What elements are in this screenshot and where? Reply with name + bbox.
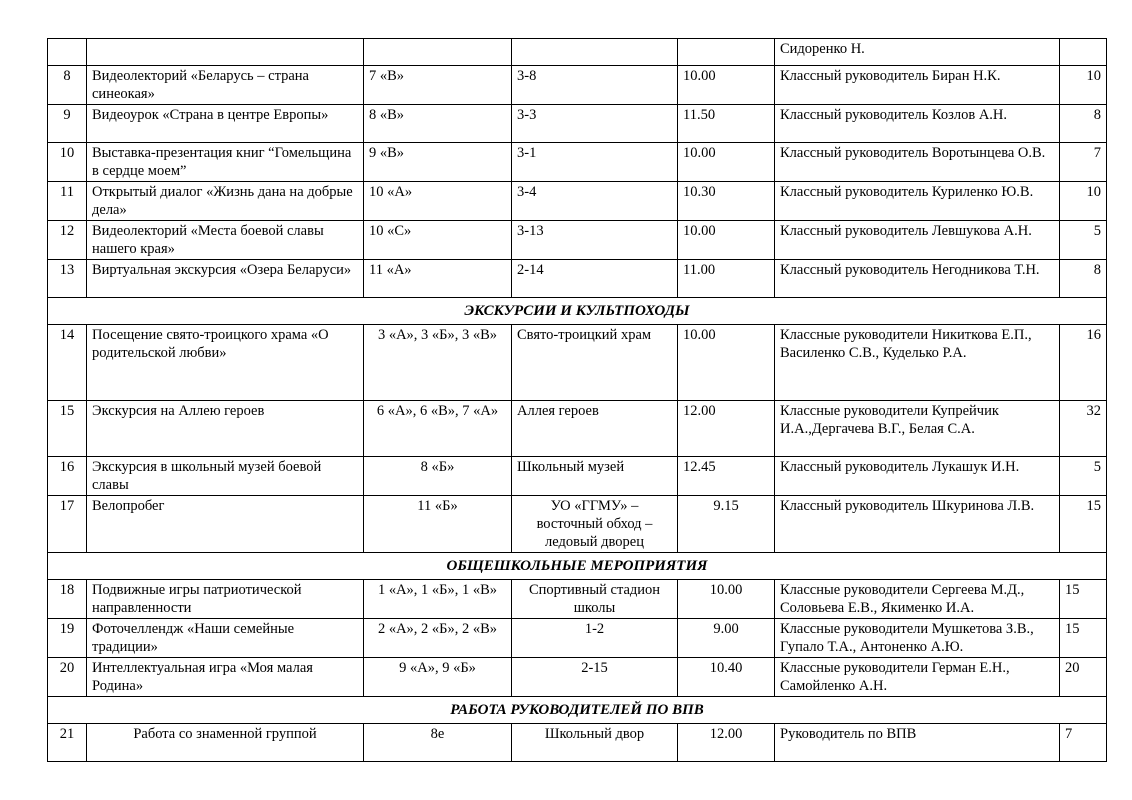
participant-count: 15 [1060, 496, 1107, 553]
table-row [48, 143, 1107, 182]
section-title: ЭКСКУРСИИ И КУЛЬТПОХОДЫ [48, 298, 1107, 325]
responsible: Классный руководитель Воротынцева О.В. [775, 143, 1060, 182]
table-row [48, 401, 1107, 457]
table-row [48, 221, 1107, 260]
time: 10.00 [678, 325, 775, 401]
time: 11.00 [678, 260, 775, 298]
section-title: ОБЩЕШКОЛЬНЫЕ МЕРОПРИЯТИЯ [48, 553, 1107, 580]
place: Школьный музей [512, 457, 678, 496]
table-row [48, 182, 1107, 221]
participant-count: 16 [1060, 325, 1107, 401]
time: 9.00 [678, 619, 775, 658]
row-number: 19 [48, 619, 87, 658]
participants: 7 «В» [364, 66, 512, 105]
participants: 10 «А» [364, 182, 512, 221]
responsible: Классный руководитель Шкуринова Л.В. [775, 496, 1060, 553]
responsible: Классные руководители Сергеева М.Д., Соловьева Е.В., Якименко И.А. [775, 580, 1060, 619]
place [512, 39, 678, 66]
event-name: Видеоурок «Страна в центре Европы» [87, 105, 364, 143]
event-name: Выставка-презентация книг “Гомельщина в сердце моем” [87, 143, 364, 182]
row-number: 11 [48, 182, 87, 221]
table-row [48, 260, 1107, 298]
responsible: Классные руководители Герман Е.Н., Самойленко А.Н. [775, 658, 1060, 697]
place: 3-13 [512, 221, 678, 260]
event-name: Посещение свято-троицкого храма «О родительской любви» [87, 325, 364, 401]
participant-count: 8 [1060, 105, 1107, 143]
participants: 11 «Б» [364, 496, 512, 553]
table-row [48, 457, 1107, 496]
row-number: 20 [48, 658, 87, 697]
event-name: Экскурсия в школьный музей боевой славы [87, 457, 364, 496]
row-number [48, 39, 87, 66]
participants: 11 «А» [364, 260, 512, 298]
row-number: 10 [48, 143, 87, 182]
responsible: Классные руководители Мушкетова З.В., Гупало Т.А., Антоненко А.Ю. [775, 619, 1060, 658]
place: 3-8 [512, 66, 678, 105]
participant-count: 10 [1060, 182, 1107, 221]
row-number: 16 [48, 457, 87, 496]
row-number: 8 [48, 66, 87, 105]
responsible: Руководитель по ВПВ [775, 724, 1060, 762]
event-name: Работа со знаменной группой [87, 724, 364, 762]
participants: 8 «Б» [364, 457, 512, 496]
row-number: 15 [48, 401, 87, 457]
time: 10.00 [678, 66, 775, 105]
place: Свято-троицкий храм [512, 325, 678, 401]
section-header [48, 697, 1107, 724]
responsible: Классный руководитель Козлов А.Н. [775, 105, 1060, 143]
participant-count: 20 [1060, 658, 1107, 697]
time: 12.45 [678, 457, 775, 496]
participant-count: 5 [1060, 457, 1107, 496]
row-number: 14 [48, 325, 87, 401]
place: 3-1 [512, 143, 678, 182]
responsible: Сидоренко Н. [775, 39, 1060, 66]
participants: 2 «А», 2 «Б», 2 «В» [364, 619, 512, 658]
section-title: РАБОТА РУКОВОДИТЕЛЕЙ ПО ВПВ [48, 697, 1107, 724]
participant-count: 5 [1060, 221, 1107, 260]
participants: 1 «А», 1 «Б», 1 «В» [364, 580, 512, 619]
place: УО «ГГМУ» – восточный обход – ледовый дворец [512, 496, 678, 553]
place: 1-2 [512, 619, 678, 658]
table-row [48, 619, 1107, 658]
participants: 9 «А», 9 «Б» [364, 658, 512, 697]
responsible: Классный руководитель Куриленко Ю.В. [775, 182, 1060, 221]
responsible: Классные руководители Никиткова Е.П., Василенко С.В., Куделько Р.А. [775, 325, 1060, 401]
event-name: Открытый диалог «Жизнь дана на добрые дела» [87, 182, 364, 221]
participants: 8е [364, 724, 512, 762]
responsible: Классный руководитель Лукашук И.Н. [775, 457, 1060, 496]
participant-count: 10 [1060, 66, 1107, 105]
event-name: Подвижные игры патриотической направленности [87, 580, 364, 619]
participant-count: 32 [1060, 401, 1107, 457]
time: 9.15 [678, 496, 775, 553]
participants: 10 «С» [364, 221, 512, 260]
table-row [48, 496, 1107, 553]
place: 3-3 [512, 105, 678, 143]
participants: 6 «А», 6 «В», 7 «А» [364, 401, 512, 457]
section-header [48, 298, 1107, 325]
responsible: Классные руководители Купрейчик И.А.,Дергачева В.Г., Белая С.А. [775, 401, 1060, 457]
responsible: Классный руководитель Негодникова Т.Н. [775, 260, 1060, 298]
place: 2-14 [512, 260, 678, 298]
row-number: 18 [48, 580, 87, 619]
row-number: 13 [48, 260, 87, 298]
participant-count [1060, 39, 1107, 66]
participant-count: 15 [1060, 580, 1107, 619]
time: 12.00 [678, 724, 775, 762]
table-row [48, 105, 1107, 143]
event-name [87, 39, 364, 66]
row-number: 21 [48, 724, 87, 762]
participant-count: 7 [1060, 143, 1107, 182]
time [678, 39, 775, 66]
responsible: Классный руководитель Биран Н.К. [775, 66, 1060, 105]
event-name: Интеллектуальная игра «Моя малая Родина» [87, 658, 364, 697]
event-name: Фоточеллендж «Наши семейные традиции» [87, 619, 364, 658]
participants: 9 «В» [364, 143, 512, 182]
table-row [48, 724, 1107, 762]
time: 12.00 [678, 401, 775, 457]
event-name: Виртуальная экскурсия «Озера Беларуси» [87, 260, 364, 298]
time: 10.00 [678, 580, 775, 619]
participants: 3 «А», 3 «Б», 3 «В» [364, 325, 512, 401]
event-name: Видеолекторий «Места боевой славы нашего края» [87, 221, 364, 260]
participant-count: 15 [1060, 619, 1107, 658]
participant-count: 7 [1060, 724, 1107, 762]
table-row [48, 658, 1107, 697]
row-number: 12 [48, 221, 87, 260]
events-table [47, 38, 1107, 762]
participant-count: 8 [1060, 260, 1107, 298]
place: Спортивный стадион школы [512, 580, 678, 619]
table-row [48, 39, 1107, 66]
event-name: Экскурсия на Аллею героев [87, 401, 364, 457]
time: 10.30 [678, 182, 775, 221]
table-row [48, 325, 1107, 401]
event-name: Велопробег [87, 496, 364, 553]
section-header [48, 553, 1107, 580]
event-name: Видеолекторий «Беларусь – страна синеокая» [87, 66, 364, 105]
table-row [48, 580, 1107, 619]
place: Школьный двор [512, 724, 678, 762]
time: 10.40 [678, 658, 775, 697]
place: 2-15 [512, 658, 678, 697]
time: 11.50 [678, 105, 775, 143]
row-number: 17 [48, 496, 87, 553]
place: Аллея героев [512, 401, 678, 457]
time: 10.00 [678, 221, 775, 260]
table-row [48, 66, 1107, 105]
participants [364, 39, 512, 66]
row-number: 9 [48, 105, 87, 143]
place: 3-4 [512, 182, 678, 221]
participants: 8 «В» [364, 105, 512, 143]
responsible: Классный руководитель Левшукова А.Н. [775, 221, 1060, 260]
time: 10.00 [678, 143, 775, 182]
